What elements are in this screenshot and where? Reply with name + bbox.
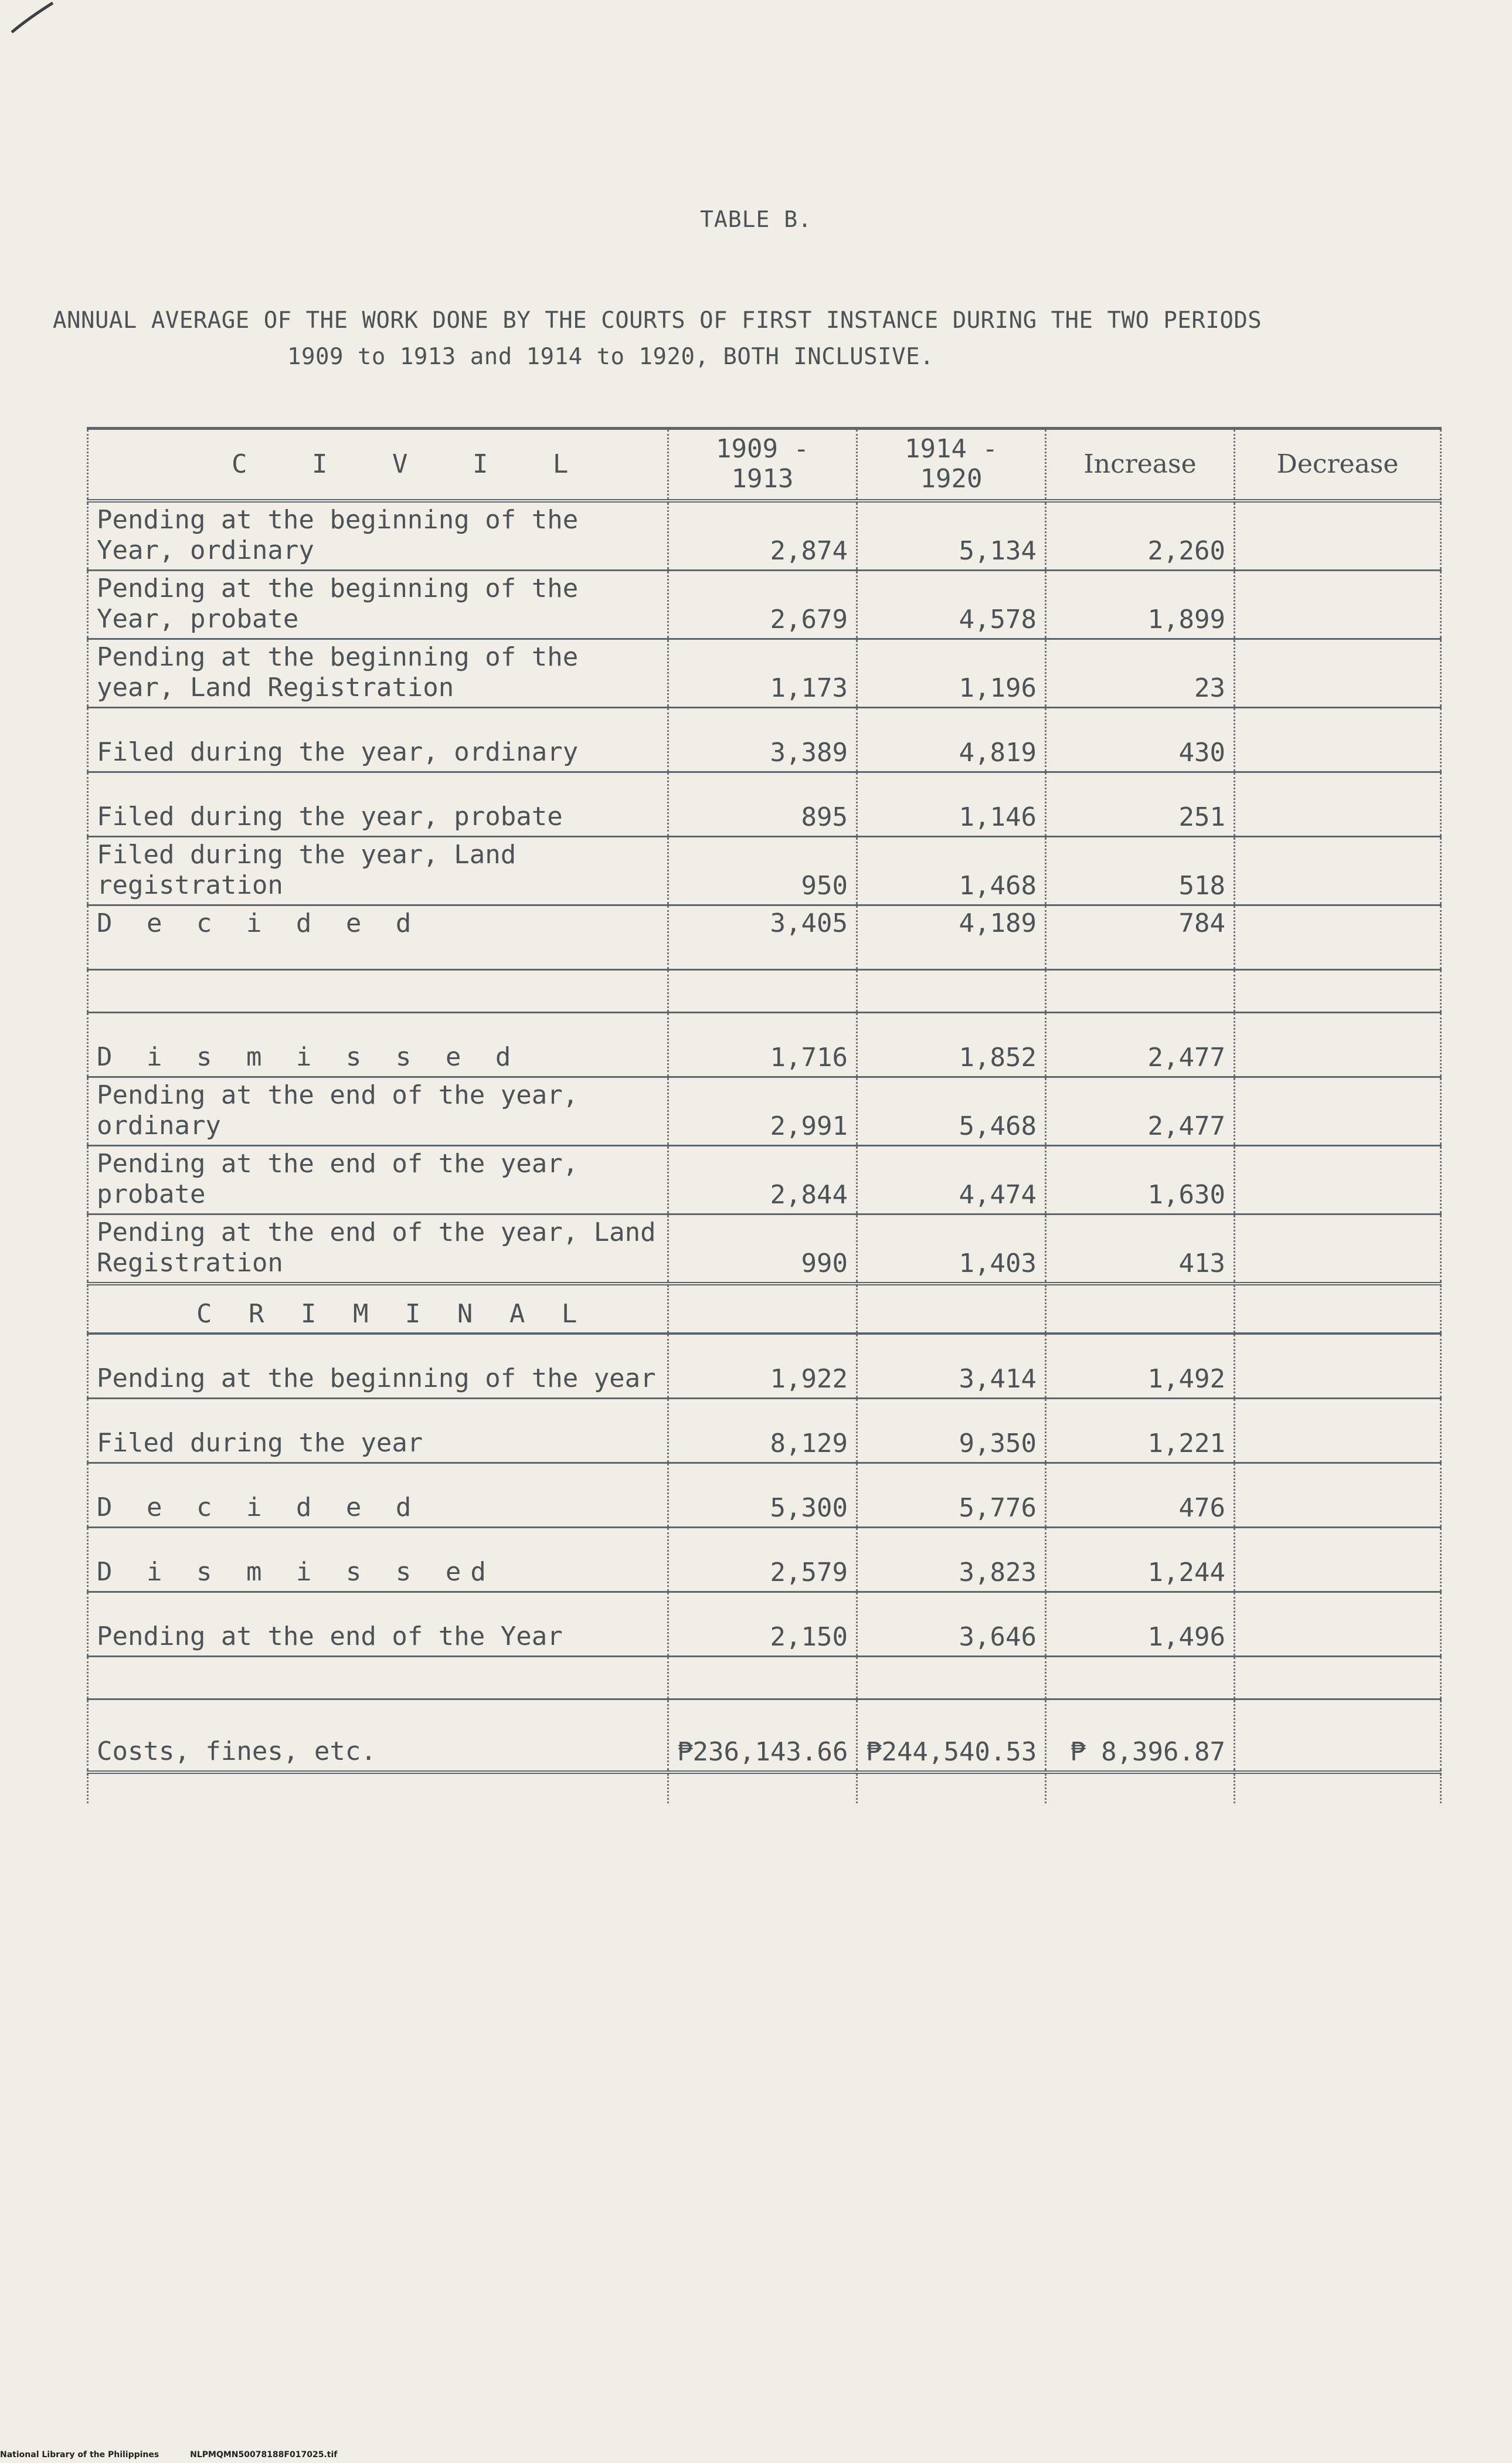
period-1-value: 1,173 — [668, 639, 857, 708]
increase-value: 413 — [1046, 1214, 1235, 1284]
row-label: Filed during the year, probate — [88, 772, 668, 837]
row-label: D e c i d e d — [88, 1463, 668, 1528]
period-1-value: 2,679 — [668, 571, 857, 639]
increase-value: 518 — [1046, 837, 1235, 905]
court-work-table — [87, 427, 1442, 1803]
period-1-value: 950 — [668, 837, 857, 905]
period-2-value: ₱244,540.53 — [857, 1699, 1046, 1773]
decrease-value — [1235, 1528, 1441, 1592]
heading-line-1: ANNUAL AVERAGE OF THE WORK DONE BY THE COURTS OF FIRST INSTANCE DURING THE TWO PERIODS — [53, 307, 1262, 334]
row-label: Pending at the beginning of the year — [88, 1334, 668, 1399]
decrease-value — [1235, 1592, 1441, 1657]
period-2-value: 3,646 — [857, 1592, 1046, 1657]
period-1-value: 895 — [668, 772, 857, 837]
table-row — [88, 708, 1441, 772]
period-1-value: 2,579 — [668, 1528, 857, 1592]
decrease-value — [1235, 837, 1441, 905]
increase-value: 1,496 — [1046, 1592, 1235, 1657]
period-2-value: 4,189 — [857, 905, 1046, 970]
header-row — [88, 429, 1441, 501]
period-2-value: 4,474 — [857, 1146, 1046, 1214]
period-1-value: 3,405 — [668, 905, 857, 970]
period-1-value: 3,389 — [668, 708, 857, 772]
table-row — [88, 1528, 1441, 1592]
period-1-value: 1,716 — [668, 1013, 857, 1077]
period-2-value: 4,819 — [857, 708, 1046, 772]
period-1-header: 1909 - 1913 — [668, 429, 857, 501]
table-row — [88, 1214, 1441, 1284]
table-row — [88, 1077, 1441, 1146]
increase-value: 2,260 — [1046, 501, 1235, 571]
table-row — [88, 1013, 1441, 1077]
decrease-value — [1235, 905, 1441, 970]
increase-value: 476 — [1046, 1463, 1235, 1528]
criminal-section-row — [88, 1284, 1441, 1334]
increase-value: 251 — [1046, 772, 1235, 837]
civil-section-header: C I V I L — [88, 429, 668, 501]
spacer-row — [88, 970, 1441, 1013]
scan-footer — [0, 2450, 365, 2459]
period-2-value: 1,403 — [857, 1214, 1046, 1284]
increase-value: ₱ 8,396.87 — [1046, 1699, 1235, 1773]
library-name: National Library of the Philippines — [0, 2450, 159, 2459]
period-2-value: 5,776 — [857, 1463, 1046, 1528]
decrease-value — [1235, 708, 1441, 772]
table-row — [88, 1146, 1441, 1214]
table-row — [88, 905, 1441, 970]
row-label: Filed during the year, ordinary — [88, 708, 668, 772]
heading-line-2: 1909 to 1913 and 1914 to 1920, BOTH INCLUSIVE. — [287, 344, 935, 370]
period-2-value: 1,196 — [857, 639, 1046, 708]
period-1-value: 5,300 — [668, 1463, 857, 1528]
decrease-value — [1235, 1399, 1441, 1463]
period-2-value: 4,578 — [857, 571, 1046, 639]
table-row — [88, 571, 1441, 639]
table-row — [88, 1463, 1441, 1528]
increase-value: 2,477 — [1046, 1077, 1235, 1146]
table-row — [88, 639, 1441, 708]
row-label: Pending at the beginning of the Year, probate — [88, 571, 668, 639]
period-2-header: 1914 - 1920 — [857, 429, 1046, 501]
period-1-value: 990 — [668, 1214, 857, 1284]
period-1-value: 2,844 — [668, 1146, 857, 1214]
row-label: Pending at the end of the year, Land Registration — [88, 1214, 668, 1284]
period-1-value: ₱236,143.66 — [668, 1699, 857, 1773]
tail-row — [88, 1772, 1441, 1803]
row-label: Pending at the beginning of the year, Land Registration — [88, 639, 668, 708]
period-2-value: 5,468 — [857, 1077, 1046, 1146]
decrease-value — [1235, 1077, 1441, 1146]
row-label: D i s m i s s ed — [88, 1528, 668, 1592]
row-label: Pending at the end of the year, probate — [88, 1146, 668, 1214]
costs-row — [88, 1699, 1441, 1773]
increase-value: 1,899 — [1046, 571, 1235, 639]
period-2-value: 1,146 — [857, 772, 1046, 837]
row-label: Pending at the beginning of the Year, ordinary — [88, 501, 668, 571]
decrease-value — [1235, 639, 1441, 708]
decrease-value — [1235, 1146, 1441, 1214]
row-label: Filed during the year, Land registration — [88, 837, 668, 905]
row-label: D e c i d e d — [88, 905, 668, 970]
period-2-value: 9,350 — [857, 1399, 1046, 1463]
decrease-value — [1235, 772, 1441, 837]
period-1-value: 1,922 — [668, 1334, 857, 1399]
increase-value: 1,492 — [1046, 1334, 1235, 1399]
table-title: TABLE B. — [699, 206, 813, 232]
row-label: Costs, fines, etc. — [88, 1699, 668, 1773]
increase-value: 1,221 — [1046, 1399, 1235, 1463]
table-row — [88, 772, 1441, 837]
decrease-value — [1235, 1699, 1441, 1773]
period-1-value: 2,874 — [668, 501, 857, 571]
period-1-value: 8,129 — [668, 1399, 857, 1463]
table-heading — [53, 303, 1419, 375]
increase-value: 784 — [1046, 905, 1235, 970]
decrease-value — [1235, 1013, 1441, 1077]
decrease-value — [1235, 1334, 1441, 1399]
row-label: Pending at the end of the year, ordinary — [88, 1077, 668, 1146]
table-row — [88, 501, 1441, 571]
period-2-value: 1,852 — [857, 1013, 1046, 1077]
period-2-value: 5,134 — [857, 501, 1046, 571]
period-2-value: 1,468 — [857, 837, 1046, 905]
table-row — [88, 837, 1441, 905]
row-label: Pending at the end of the Year — [88, 1592, 668, 1657]
spacer-row — [88, 1657, 1441, 1699]
increase-value: 23 — [1046, 639, 1235, 708]
period-1-value: 2,150 — [668, 1592, 857, 1657]
pen-stroke-mark — [6, 0, 76, 35]
decrease-value — [1235, 501, 1441, 571]
decrease-value — [1235, 1463, 1441, 1528]
period-2-value: 3,414 — [857, 1334, 1046, 1399]
period-1-value: 2,991 — [668, 1077, 857, 1146]
decrease-header: Decrease — [1235, 429, 1441, 501]
decrease-value — [1235, 571, 1441, 639]
criminal-section-title: C R I M I N A L — [88, 1284, 668, 1334]
table-row — [88, 1592, 1441, 1657]
period-2-value: 3,823 — [857, 1528, 1046, 1592]
decrease-value — [1235, 1214, 1441, 1284]
increase-value: 1,244 — [1046, 1528, 1235, 1592]
increase-value: 430 — [1046, 708, 1235, 772]
increase-value: 1,630 — [1046, 1146, 1235, 1214]
row-label: D i s m i s s e d — [88, 1013, 668, 1077]
increase-value: 2,477 — [1046, 1013, 1235, 1077]
table-row — [88, 1399, 1441, 1463]
row-label: Filed during the year — [88, 1399, 668, 1463]
table-row — [88, 1334, 1441, 1399]
file-id: NLPMQMN50078188F017025.tif — [190, 2450, 338, 2459]
increase-header: Increase — [1046, 429, 1235, 501]
